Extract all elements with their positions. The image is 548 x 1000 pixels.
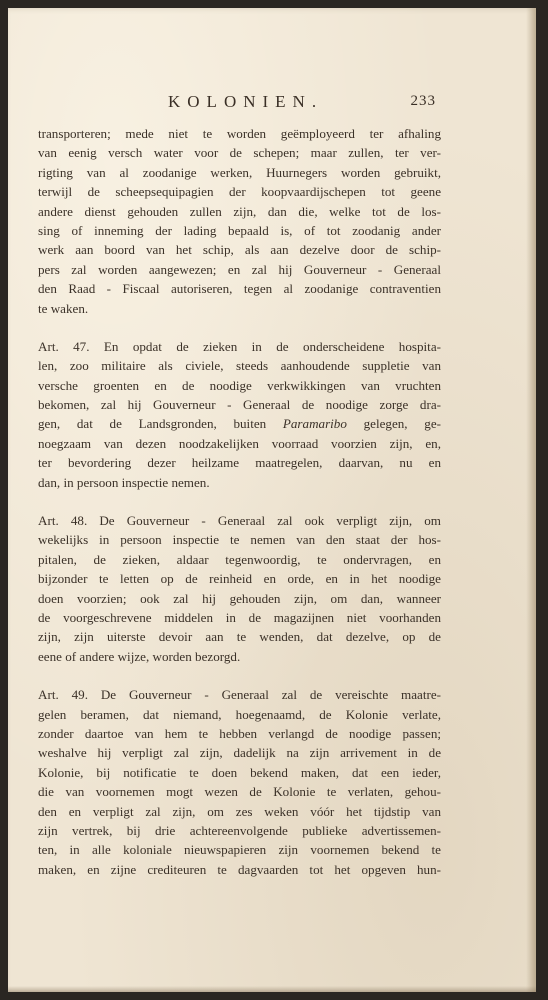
text-line: de voorgeschrevene middelen in de magazijnen niet voorhanden bbox=[38, 609, 441, 625]
text-line: zijn, zijn uiterste devoir aan te wenden, dat dezelve, op de bbox=[38, 629, 441, 645]
text-line: Art. 48. De Gouverneur - Generaal zal ook verpligt zijn, om bbox=[38, 513, 441, 529]
text-line: bijzonder te letten op de reinheid en orde, en in het noodige bbox=[38, 571, 441, 587]
text-line: len, zoo militaire als civiele, steeds aanhoudende suppletie van bbox=[38, 358, 441, 374]
text-line: ter bevordering dezer heilzame maatregelen, daarvan, nu en bbox=[38, 455, 441, 471]
text-line: rigting van al zoodanige werken, Huurnegers worden gebruikt, bbox=[38, 164, 441, 180]
text-line: eene of andere wijze, worden bezorgd. bbox=[38, 648, 241, 664]
page-number: 233 bbox=[410, 93, 436, 109]
text-line: pitalen, de zieken, aldaar tegenwoordig, te ondervragen, en bbox=[38, 551, 441, 567]
paragraph-gap bbox=[38, 666, 441, 685]
paragraph-gap bbox=[38, 318, 441, 337]
text-line: den Raad - Fiscaal autoriseren, tegen al zoodanige contraventien bbox=[38, 281, 441, 297]
text-line: zonder daartoe van hem te hebben verlangd de noodige passen; bbox=[38, 725, 441, 741]
text-line: Art. 47. En opdat de zieken in de onderscheidene hospita- bbox=[38, 338, 441, 354]
text-line: van eenig versch water voor de schepen; maar zullen, ter ver- bbox=[38, 145, 441, 161]
text-line: dan, in persoon inspectie nemen. bbox=[38, 474, 210, 490]
paragraph-continuation bbox=[38, 124, 441, 318]
text-line: transporteren; mede niet te worden geëmployeerd ter afhaling bbox=[38, 126, 441, 141]
text-line: ten, in alle koloniale nieuwspapieren zijn voornemen bekend te bbox=[38, 842, 441, 858]
text-line: andere dienst gehouden zullen zijn, dan die, welke tot de los- bbox=[38, 203, 441, 219]
body-text bbox=[38, 124, 441, 879]
text-line: die van voornemen mogt wezen de Kolonie te verlaten, gehou- bbox=[38, 784, 441, 800]
text-line: doen voorzien; ook zal hij gehouden zijn, om dan, wanneer bbox=[38, 590, 441, 606]
text-line: gen, dat de Landsgronden, buiten Paramaribo gelegen, ge- bbox=[38, 416, 441, 432]
text-line: Art. 49. De Gouverneur - Generaal zal de vereischte maatre- bbox=[38, 687, 441, 703]
paragraph-gap bbox=[38, 492, 441, 511]
text-line: bekomen, zal hij Gouverneur - Generaal de noodige zorge dra- bbox=[38, 397, 441, 413]
running-head: KOLONIEN. bbox=[168, 92, 324, 111]
page-edge-shading bbox=[526, 8, 536, 992]
paragraph-art-48 bbox=[38, 511, 441, 666]
page-header bbox=[8, 92, 536, 114]
text-line: pers zal worden aangewezen; en zal hij Gouverneur - Generaal bbox=[38, 261, 441, 277]
text-line: werk aan boord van het schip, als aan dezelve door de schip- bbox=[38, 242, 441, 258]
text-line: wekelijks in persoon inspectie te nemen van den staat der hos- bbox=[38, 532, 441, 548]
paragraph-art-49 bbox=[38, 685, 441, 879]
text-line: Kolonie, bij notificatie te doen bekend maken, dat een ieder, bbox=[38, 764, 441, 780]
text-line: noegzaam van dezen noodzakelijken voorraad voorzien zijn, en, bbox=[38, 435, 441, 451]
text-line: weshalve hij verpligt zal zijn, dadelijk na zijn arrivement in de bbox=[38, 745, 441, 761]
book-page bbox=[8, 8, 536, 992]
paragraph-art-47 bbox=[38, 337, 441, 492]
text-line: maken, en zijne crediteuren te dagvaarden tot het opgeven hun- bbox=[38, 861, 441, 877]
text-line: den en verpligt zal zijn, om zes weken vóór het tijdstip van bbox=[38, 803, 441, 819]
text-line: zijn vertrek, bij drie achtereenvolgende publieke advertissemen- bbox=[38, 822, 441, 838]
text-line: terwijl de scheepsequipagien der koopvaardijschepen tot geene bbox=[38, 184, 441, 200]
text-line: te waken. bbox=[38, 300, 89, 316]
page-bottom-shadow bbox=[8, 986, 536, 992]
text-line: gelen beramen, dat niemand, hoegenaamd, de Kolonie verlate, bbox=[38, 706, 441, 722]
text-line: sing of inneming der lading bepaald is, of tot zoodanig ander bbox=[38, 222, 441, 238]
italic-place-name: Paramaribo bbox=[282, 416, 347, 432]
text-line: versche groenten en de noodige verkwikkingen van vruchten bbox=[38, 377, 441, 393]
